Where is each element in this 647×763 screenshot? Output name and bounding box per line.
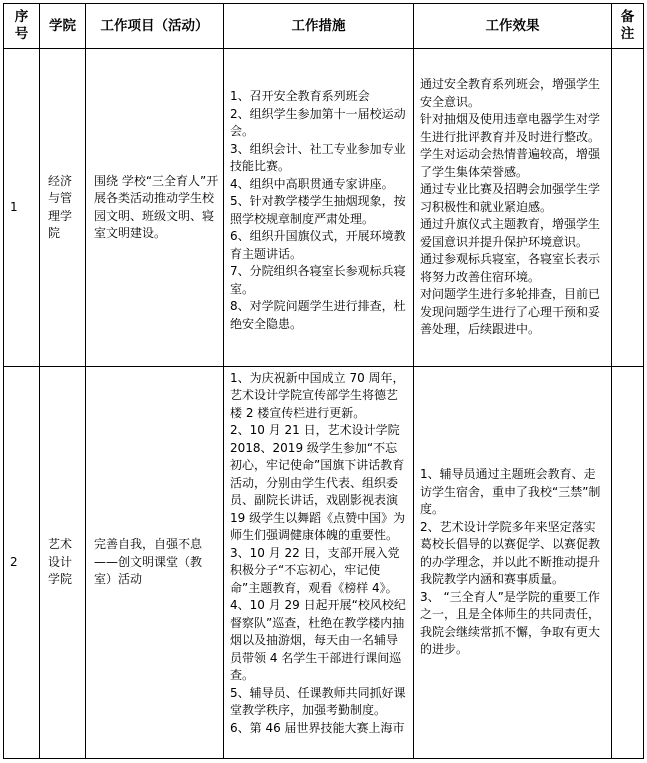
measure-item: 2、10 月 21 日，艺术设计学院 2018、2019 级学生参加“不忘初心，牢记使命”国旗下讲话教育活动，分别由学生代表、组织委员、副院长讲话，戏剧影视表演 19 级学生以舞蹈《点赞中国》为师生们强调健康体魄的重要性。 [230,423,406,542]
header-seq: 序号 [4,4,40,49]
measure-item: 5、辅导员、任课教师共同抓好课堂教学秩序，加强考勤制度。 [230,685,406,717]
measure-item: 6、组织升国旗仪式，开展环境教育主题讲话。 [230,229,406,261]
row-project: 完善自我，自强不息——创文明课堂（教室）活动 [86,367,224,759]
measure-item: 2、组织学生参加第十一届校运动会。 [230,106,406,138]
measure-item: 6、第 46 届世界技能大赛上海市 [230,720,405,735]
header-college: 学院 [40,4,86,49]
effect-item: 对问题学生进行多轮排查，目前已发现问题学生进行了心理干预和妥善处理，后续跟进中。 [420,287,601,337]
row-measures [224,367,414,759]
effect-item: 通过升旗仪式主题教育，增强学生爱国意识并提升保护环境意识。 [420,217,601,249]
measure-item: 4、10 月 29 日起开展“校风校纪督察队”巡查，杜绝在教学楼内抽烟以及抽游烟，每天由一名辅导员带领 4 名学生干部进行课间巡查。 [230,598,406,682]
effect-item: 通过安全教育系列班会，增强学生安全意识。 [420,77,601,109]
row-seq: 1 [4,49,40,367]
measures-clip [230,370,409,756]
row-college: 经济与管理学院 [40,49,86,367]
measure-item: 4、组织中高职贯通专家讲座。 [230,176,394,191]
measure-item: 7、分院组织各寝室长参观标兵寝室。 [230,264,406,296]
row-remark [612,367,644,759]
row-remark [612,49,644,367]
effect-item: 通过参观标兵寝室，各寝室长表示将努力改善住宿环境。 [420,252,601,284]
measure-item: 5、针对教学楼学生抽烟现象，按照学校规章制度严肃处理。 [230,194,406,226]
table-row [4,367,644,759]
measure-item: 1、召开安全教育系列班会 [230,89,370,103]
row-effects [414,367,612,759]
header-remark: 备注 [612,4,644,49]
measure-item: 3、10 月 22 日，支部开展入党积极分子“不忘初心，牢记使命”主题教育，观看《榜样 4》。 [230,545,400,595]
effect-item: 针对抽烟及使用违章电器学生对学生进行批评教育并及时进行整改。 [420,112,601,144]
measure-item: 1、为庆祝新中国成立 70 周年，艺术设计学院宣传部学生将德艺楼 2 楼宣传栏进行更新。 [230,370,405,420]
effect-item: 1、辅导员通过主题班会教育、走访学生宿舍，重申了我校“三禁”制度。 [420,467,601,517]
header-effects: 工作效果 [414,4,612,49]
work-summary-table [3,3,644,759]
header-measures: 工作措施 [224,4,414,49]
measure-item: 3、组织会计、社工专业参加专业技能比赛。 [230,141,406,173]
table-row [4,49,644,367]
effect-item: 2、艺术设计学院多年来坚定落实葛校长倡导的以赛促学、以赛促教的办学理念，并以此不断推动提升我院教学内涵和赛事质量。 [420,519,601,587]
header-project: 工作项目（活动） [86,4,224,49]
row-seq: 2 [4,367,40,759]
row-project: 围绕 学校“三全育人”开展各类活动推动学生校园文明、班级文明、寝室文明建设。 [86,49,224,367]
effect-item: 学生对运动会热情普遍较高，增强了学生集体荣誉感。 [420,147,601,179]
effect-item: 3、 “三全育人”是学院的重要工作之一，且是全体师生的共同责任，我院会继续常抓不懈，争取有更大的进步。 [420,589,601,657]
measure-item: 8、对学院问题学生进行排查，杜绝安全隐患。 [230,299,406,331]
effect-item: 通过专业比赛及招聘会加强学生学习积极性和就业紧迫感。 [420,182,601,214]
header-row [4,4,644,49]
row-measures [224,49,414,367]
row-effects [414,49,612,367]
row-college: 艺术设计学院 [40,367,86,759]
